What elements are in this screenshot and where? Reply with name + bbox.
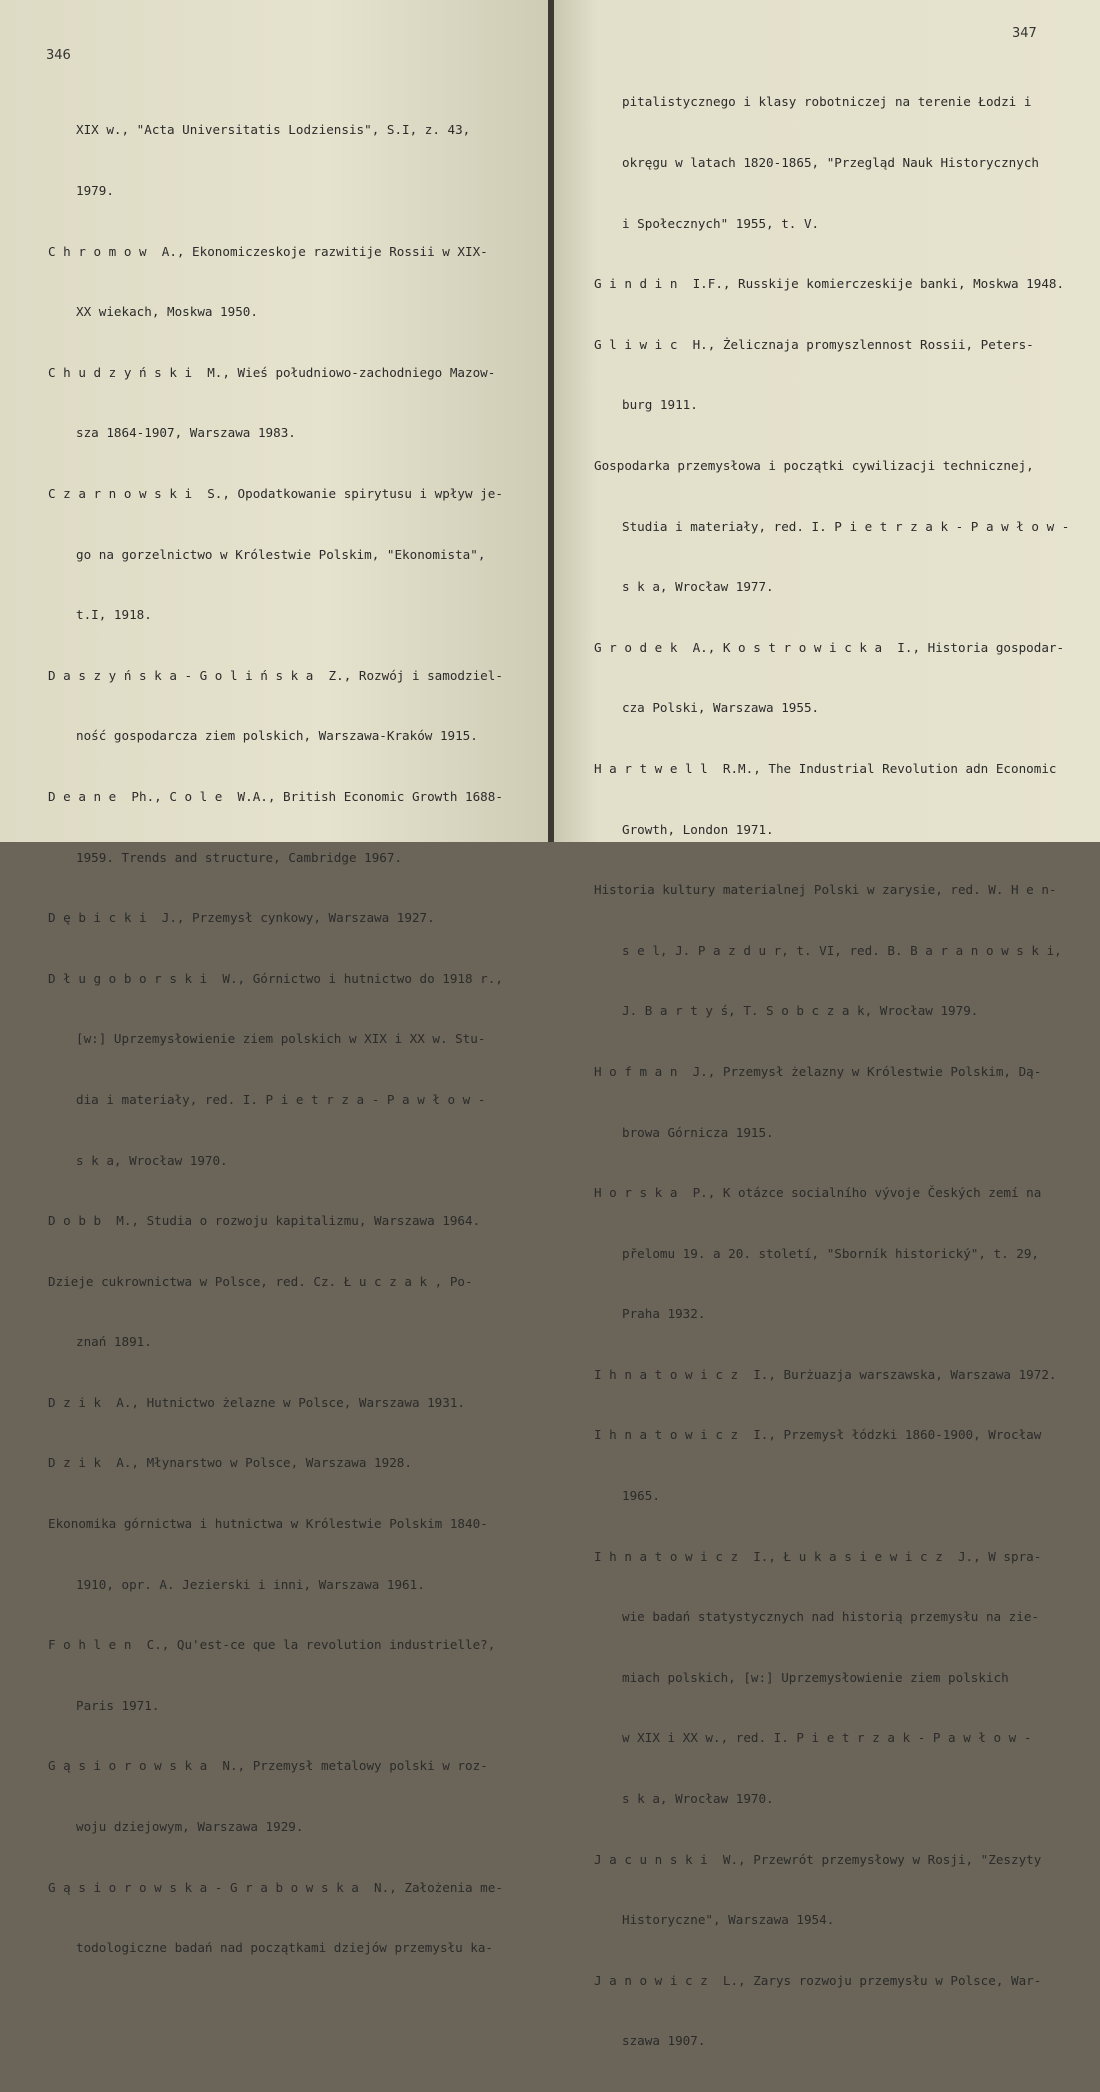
bibliography-line: D e a n e Ph., C o l e W.A., British Economic Growth 1688- xyxy=(48,788,503,804)
bibliography-line: D ę b i c k i J., Przemysł cynkowy, Warszawa 1927. xyxy=(48,910,435,926)
bibliography-line: t.I, 1918. xyxy=(76,607,152,623)
bibliography-line: okręgu w latach 1820-1865, "Przegląd Nauk Historycznych xyxy=(622,155,1040,170)
bibliography-line: ność gospodarcza ziem polskich, Warszawa-Kraków 1915. xyxy=(76,728,478,744)
bibliography-line: přelomu 19. a 20. století, "Sborník historický", t. 29, xyxy=(622,1245,1040,1261)
bibliography-line: wie badań statystycznych nad historią przemysłu na zie- xyxy=(622,1609,1040,1625)
bibliography-line: pitalistycznego i klasy robotniczej na terenie Łodzi i xyxy=(622,94,1032,110)
bibliography-line: todologiczne badań nad początkami dziejów przemysłu ka- xyxy=(76,1940,494,1956)
bibliography-line: dia i materiały, red. I. P i e t r z a - P a w ł o w - xyxy=(76,1091,486,1107)
bibliography-line: 1959. Trends and structure, Cambridge 1967. xyxy=(76,849,403,865)
bibliography-line: cza Polski, Warszawa 1955. xyxy=(622,700,820,716)
bibliography-line: I h n a t o w i c z I., Ł u k a s i e w i c z J., W spra- xyxy=(594,1548,1042,1564)
bibliography-line: s k a, Wrocław 1970. xyxy=(622,1791,774,1807)
bibliography-line: w XIX i XX w., red. I. P i e t r z a k - P a w ł o w - xyxy=(622,1730,1032,1746)
bibliography-line: Gospodarka przemysłowa i początki cywilizacji technicznej, xyxy=(594,457,1034,473)
bibliography-line: Growth, London 1971. xyxy=(622,821,774,837)
bibliography-line: F o h l e n C., Qu'est-ce que la revolution industrielle?, xyxy=(48,1637,496,1653)
bibliography-line: 1979. xyxy=(76,183,114,198)
bibliography-line: J a c u n s k i W., Przewrót przemysłowy w Rosji, "Zeszyty xyxy=(594,1851,1042,1867)
bibliography-line: szawa 1907. xyxy=(622,2033,706,2049)
bibliography-line: Paris 1971. xyxy=(76,1697,160,1713)
bibliography-text xyxy=(48,80,503,1999)
bibliography-line: D z i k A., Hutnictwo żelazne w Polsce, Warszawa 1931. xyxy=(48,1394,466,1410)
bibliography-line: I h n a t o w i c z I., Przemysł łódzki 1860-1900, Wrocław xyxy=(594,1427,1042,1443)
bibliography-line: Historyczne", Warszawa 1954. xyxy=(622,1912,835,1928)
bibliography-line: I h n a t o w i c z I., Burżuazja warszawska, Warszawa 1972. xyxy=(594,1366,1057,1382)
bibliography-line: G l i w i c H., Żelicznaja promyszlennost Rossii, Peters- xyxy=(594,336,1034,352)
bibliography-line: browa Górnicza 1915. xyxy=(622,1124,774,1140)
bibliography-line: C z a r n o w s k i S., Opodatkowanie spirytusu i wpływ je- xyxy=(48,485,503,501)
bibliography-line: XIX w., "Acta Universitatis Lodziensis", S.I, z. 43, xyxy=(76,122,471,138)
bibliography-line: G i n d i n I.F., Russkije komierczeskije banki, Moskwa 1948. xyxy=(594,276,1065,292)
bibliography-line: [w:] Uprzemysłowienie ziem polskich w XIX i XX w. Stu- xyxy=(76,1031,486,1047)
bibliography-line: i Społecznych" 1955, t. V. xyxy=(622,215,820,231)
bibliography-line: woju dziejowym, Warszawa 1929. xyxy=(76,1819,304,1835)
bibliography-line: C h u d z y ń s k i M., Wieś południowo-zachodniego Mazow- xyxy=(48,364,496,380)
bibliography-line: H o r s k a P., K otázce socialního vývoje Českých zemí na xyxy=(594,1185,1042,1201)
bibliography-line: G r o d e k A., K o s t r o w i c k a I., Historia gospodar- xyxy=(594,639,1065,655)
bibliography-line: Historia kultury materialnej Polski w zarysie, red. W. H e n- xyxy=(594,882,1057,898)
bibliography-line: C h r o m o w A., Ekonomiczeskoje razwitije Rossii w XIX- xyxy=(48,243,488,259)
bibliography-line: go na gorzelnictwo w Królestwie Polskim, "Ekonomista", xyxy=(76,546,486,562)
bibliography-line: D ł u g o b o r s k i W., Górnictwo i hutnictwo do 1918 r., xyxy=(48,970,503,986)
bibliography-line: D a s z y ń s k a - G o l i ń s k a Z., Rozwój i samodziel- xyxy=(48,667,503,683)
bibliography-line: znań 1891. xyxy=(76,1334,152,1350)
bibliography-line: H o f m a n J., Przemysł żelazny w Królestwie Polskim, Dą- xyxy=(594,1063,1042,1079)
right-page xyxy=(554,0,1100,2049)
bibliography-line: Praha 1932. xyxy=(622,1306,706,1322)
bibliography-line: s k a, Wrocław 1977. xyxy=(622,579,774,595)
bibliography-line: Dzieje cukrownictwa w Polsce, red. Cz. Ł u c z a k , Po- xyxy=(48,1273,473,1289)
bibliography-line: s e l, J. P a z d u r, t. VI, red. B. B a r a n o w s k i, xyxy=(622,942,1062,958)
bibliography-line: s k a, Wrocław 1970. xyxy=(76,1152,228,1168)
page-number: 346 xyxy=(46,48,71,63)
bibliography-text xyxy=(594,52,1069,2092)
bibliography-line: G ą s i o r o w s k a - G r a b o w s k a N., Założenia me- xyxy=(48,1879,503,1895)
bibliography-line: XX wiekach, Moskwa 1950. xyxy=(76,304,258,320)
bibliography-line: D o b b M., Studia o rozwoju kapitalizmu, Warszawa 1964. xyxy=(48,1213,481,1229)
bibliography-line: 1910, opr. A. Jezierski i inni, Warszawa 1961. xyxy=(76,1576,425,1592)
bibliography-line: J. B a r t y ś, T. S o b c z a k, Wrocław 1979. xyxy=(622,1003,979,1019)
bibliography-line: 1965. xyxy=(622,1488,660,1504)
bibliography-line: H a r t w e l l R.M., The Industrial Revolution adn Economic xyxy=(594,760,1057,776)
bibliography-line: sza 1864-1907, Warszawa 1983. xyxy=(76,425,296,441)
bibliography-line: J a n o w i c z L., Zarys rozwoju przemysłu w Polsce, War- xyxy=(594,1972,1042,1988)
page-number: 347 xyxy=(1012,26,1037,41)
bibliography-line: D z i k A., Młynarstwo w Polsce, Warszawa 1928. xyxy=(48,1455,412,1471)
bibliography-line: miach polskich, [w:] Uprzemysłowienie ziem polskich xyxy=(622,1669,1009,1685)
bibliography-line: Studia i materiały, red. I. P i e t r z a k - P a w ł o w - xyxy=(622,518,1070,534)
bibliography-line: G ą s i o r o w s k a N., Przemysł metalowy polski w roz- xyxy=(48,1758,488,1774)
left-page xyxy=(0,0,548,1956)
bibliography-line: burg 1911. xyxy=(622,397,698,413)
bibliography-line: Ekonomika górnictwa i hutnictwa w Królestwie Polskim 1840- xyxy=(48,1516,488,1532)
